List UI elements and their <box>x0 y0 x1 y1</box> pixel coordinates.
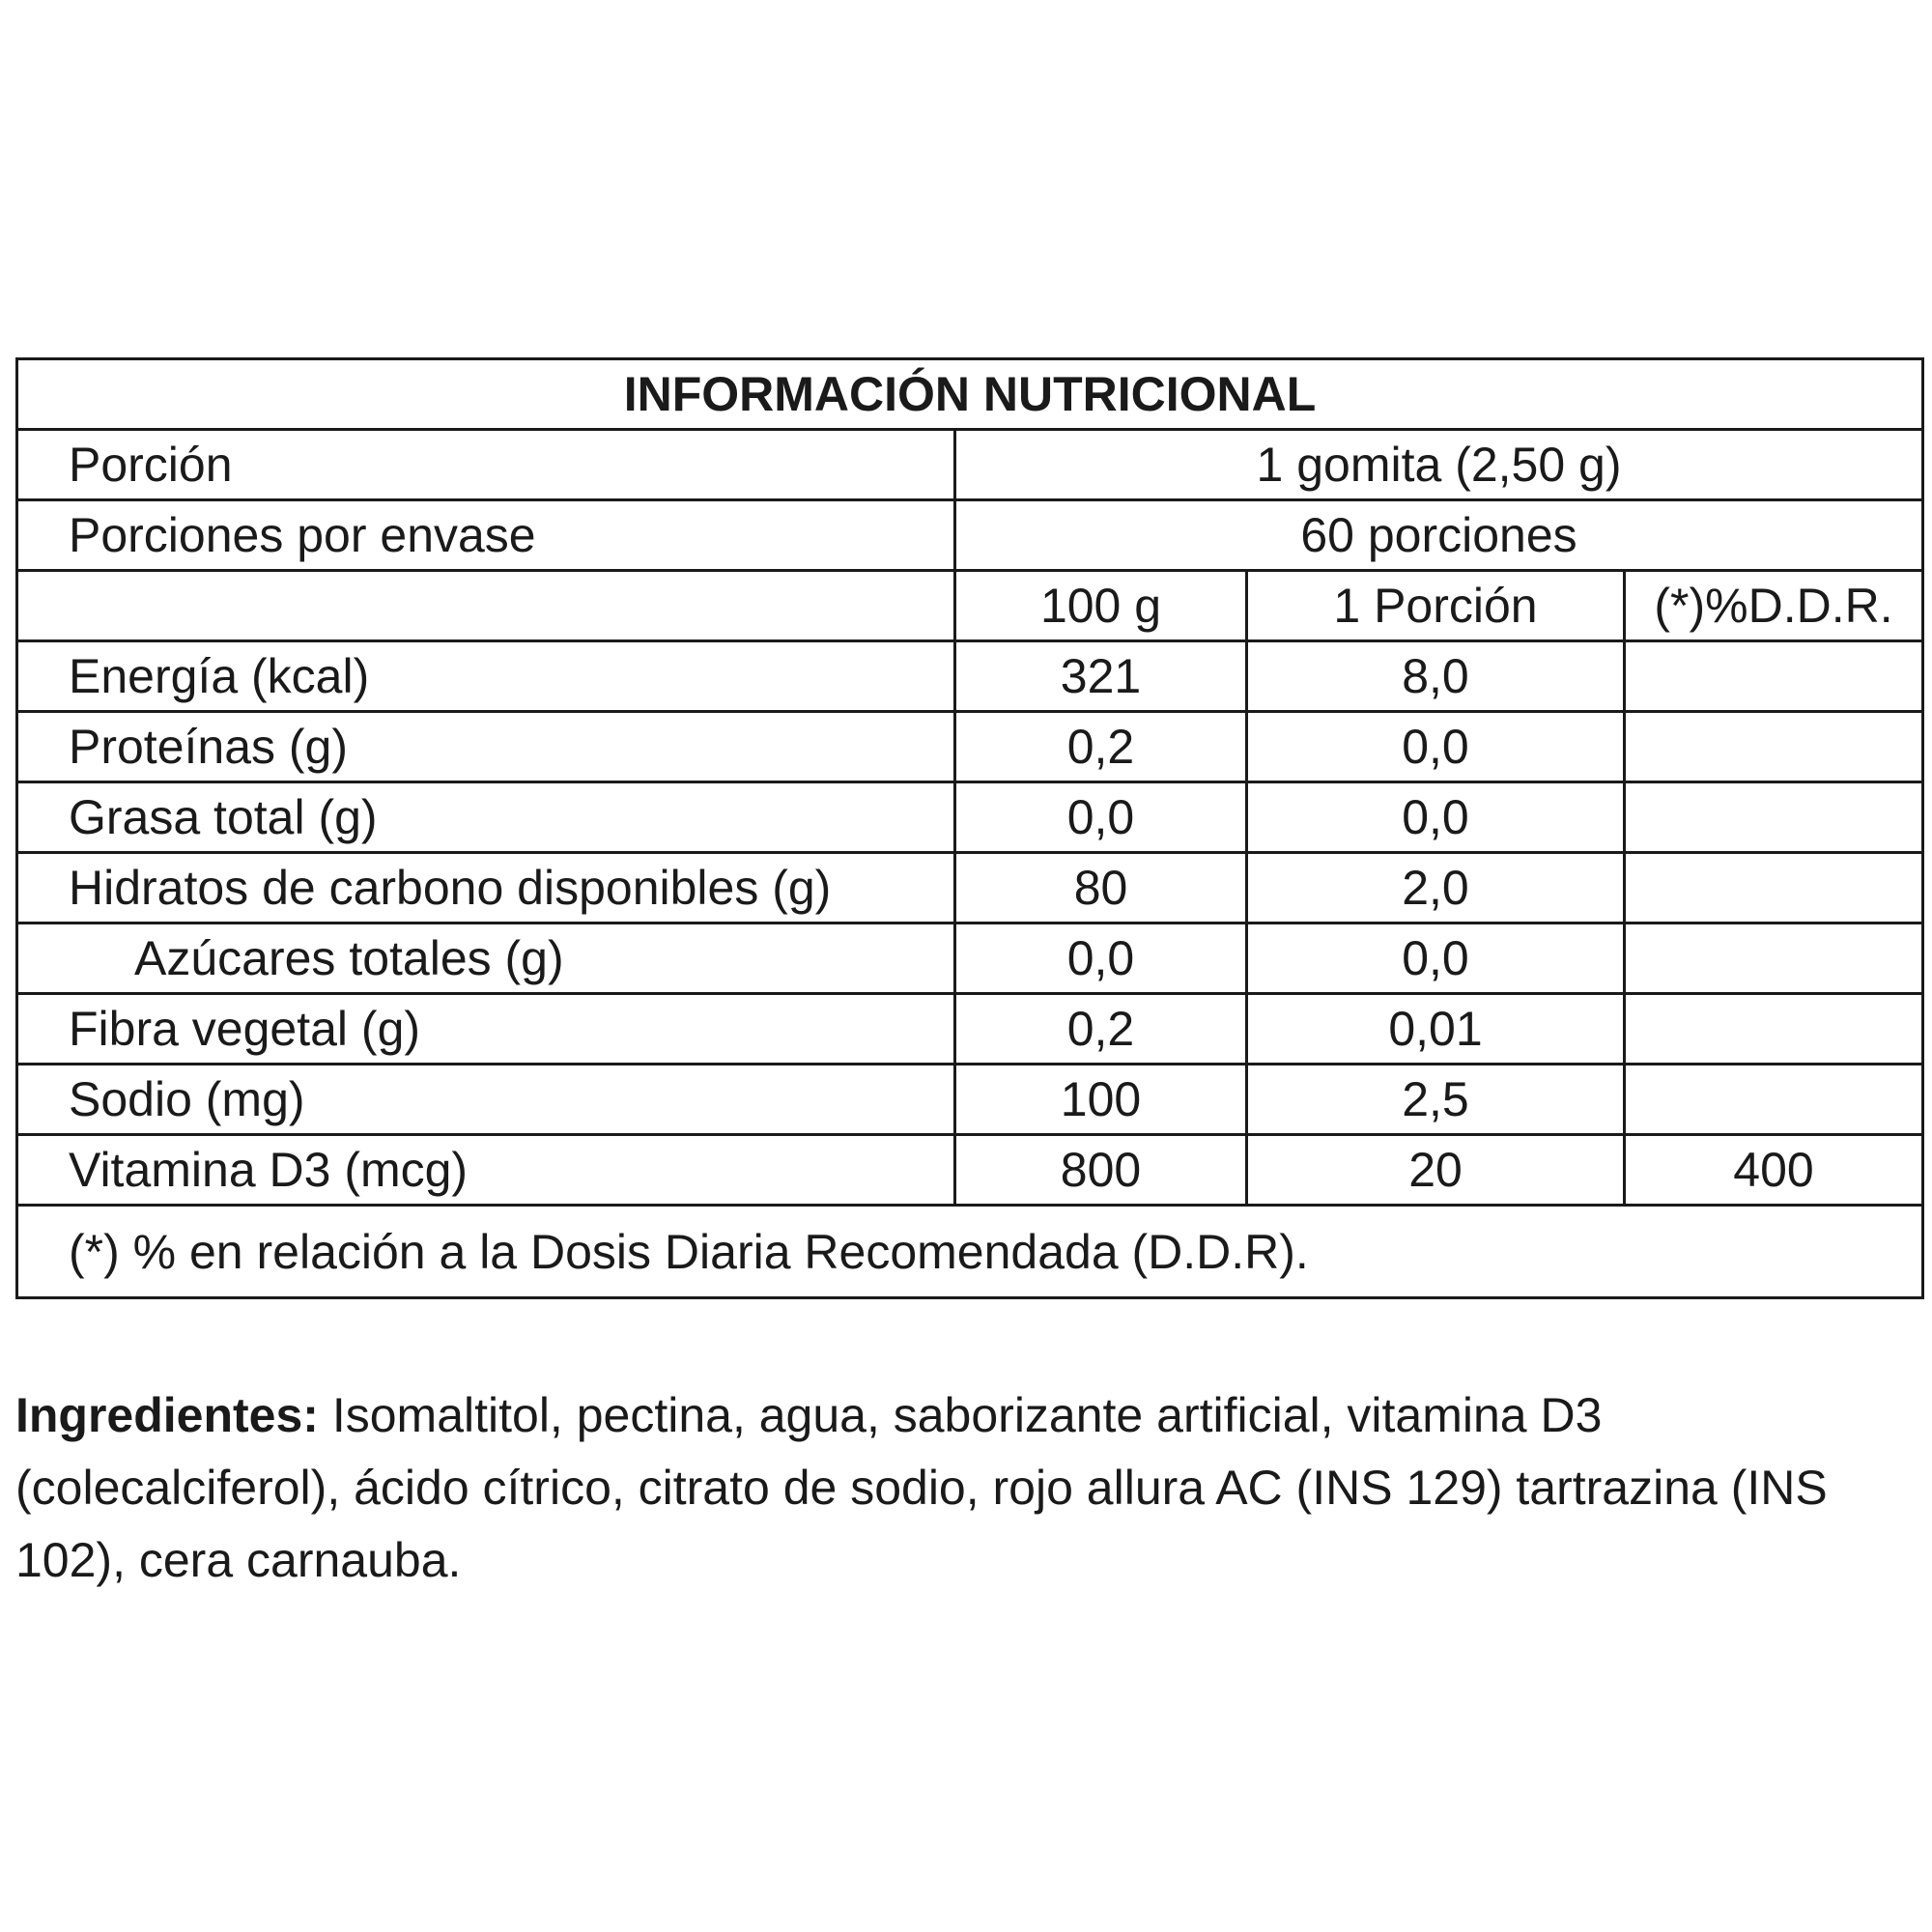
nutrient-value-per-100g: 321 <box>955 641 1247 712</box>
portion-value: 1 gomita (2,50 g) <box>955 430 1923 500</box>
ingredients-paragraph <box>15 1379 1899 1597</box>
nutrition-facts-table <box>15 357 1924 1299</box>
nutrient-row <box>17 782 1923 853</box>
nutrient-label: Sodio (mg) <box>17 1065 955 1135</box>
nutrient-value-per-100g: 800 <box>955 1135 1247 1206</box>
nutrient-value-per-portion: 2,0 <box>1247 853 1625 923</box>
nutrient-value-ddr: 400 <box>1625 1135 1923 1206</box>
table-title-row <box>17 359 1923 430</box>
nutrient-value-ddr <box>1625 782 1923 853</box>
servings-row <box>17 500 1923 571</box>
nutrient-row <box>17 923 1923 994</box>
nutrient-value-per-portion: 2,5 <box>1247 1065 1625 1135</box>
nutrient-label: Fibra vegetal (g) <box>17 994 955 1065</box>
nutrient-label: Grasa total (g) <box>17 782 955 853</box>
nutrient-value-ddr <box>1625 853 1923 923</box>
nutrient-label: Azúcares totales (g) <box>17 923 955 994</box>
servings-label: Porciones por envase <box>17 500 955 571</box>
servings-value: 60 porciones <box>955 500 1923 571</box>
nutrient-value-per-portion: 8,0 <box>1247 641 1625 712</box>
nutrient-row <box>17 1135 1923 1206</box>
nutrient-value-per-portion: 0,0 <box>1247 782 1625 853</box>
nutrient-value-per-100g: 0,2 <box>955 994 1247 1065</box>
column-header-blank <box>17 571 955 641</box>
nutrient-row <box>17 1065 1923 1135</box>
nutrient-value-ddr <box>1625 641 1923 712</box>
column-header-per-portion: 1 Porción <box>1247 571 1625 641</box>
column-header-row <box>17 571 1923 641</box>
nutrient-row <box>17 641 1923 712</box>
nutrient-value-ddr <box>1625 712 1923 782</box>
column-header-ddr: (*)%D.D.R. <box>1625 571 1923 641</box>
nutrient-value-ddr <box>1625 923 1923 994</box>
portion-label: Porción <box>17 430 955 500</box>
nutrient-label: Hidratos de carbono disponibles (g) <box>17 853 955 923</box>
nutrient-value-ddr <box>1625 1065 1923 1135</box>
table-footnote: (*) % en relación a la Dosis Diaria Recomendada (D.D.R). <box>17 1206 1923 1298</box>
nutrient-value-per-100g: 100 <box>955 1065 1247 1135</box>
nutrient-value-per-portion: 20 <box>1247 1135 1625 1206</box>
ingredients-text: Isomaltitol, pectina, agua, saborizante artificial, vitamina D3 (colecalciferol), ácido cítrico, citrato de sodio, rojo allura AC (INS 129) tartrazina (INS 102), cera carnauba. <box>15 1388 1828 1587</box>
nutrient-label: Vitamina D3 (mcg) <box>17 1135 955 1206</box>
nutrient-row <box>17 712 1923 782</box>
ingredients-label: Ingredientes: <box>15 1388 319 1442</box>
nutrient-value-per-100g: 0,2 <box>955 712 1247 782</box>
nutrition-table-body <box>17 359 1923 1298</box>
nutrient-value-per-portion: 0,0 <box>1247 923 1625 994</box>
column-header-per-100g: 100 g <box>955 571 1247 641</box>
nutrient-value-per-100g: 80 <box>955 853 1247 923</box>
nutrient-label: Energía (kcal) <box>17 641 955 712</box>
nutrient-value-per-portion: 0,0 <box>1247 712 1625 782</box>
footnote-row <box>17 1206 1923 1298</box>
nutrient-row <box>17 853 1923 923</box>
nutrient-row <box>17 994 1923 1065</box>
nutrient-value-per-100g: 0,0 <box>955 923 1247 994</box>
nutrient-label: Proteínas (g) <box>17 712 955 782</box>
nutrient-value-per-portion: 0,01 <box>1247 994 1625 1065</box>
portion-row <box>17 430 1923 500</box>
table-title: INFORMACIÓN NUTRICIONAL <box>17 359 1923 430</box>
nutrient-value-per-100g: 0,0 <box>955 782 1247 853</box>
nutrient-value-ddr <box>1625 994 1923 1065</box>
